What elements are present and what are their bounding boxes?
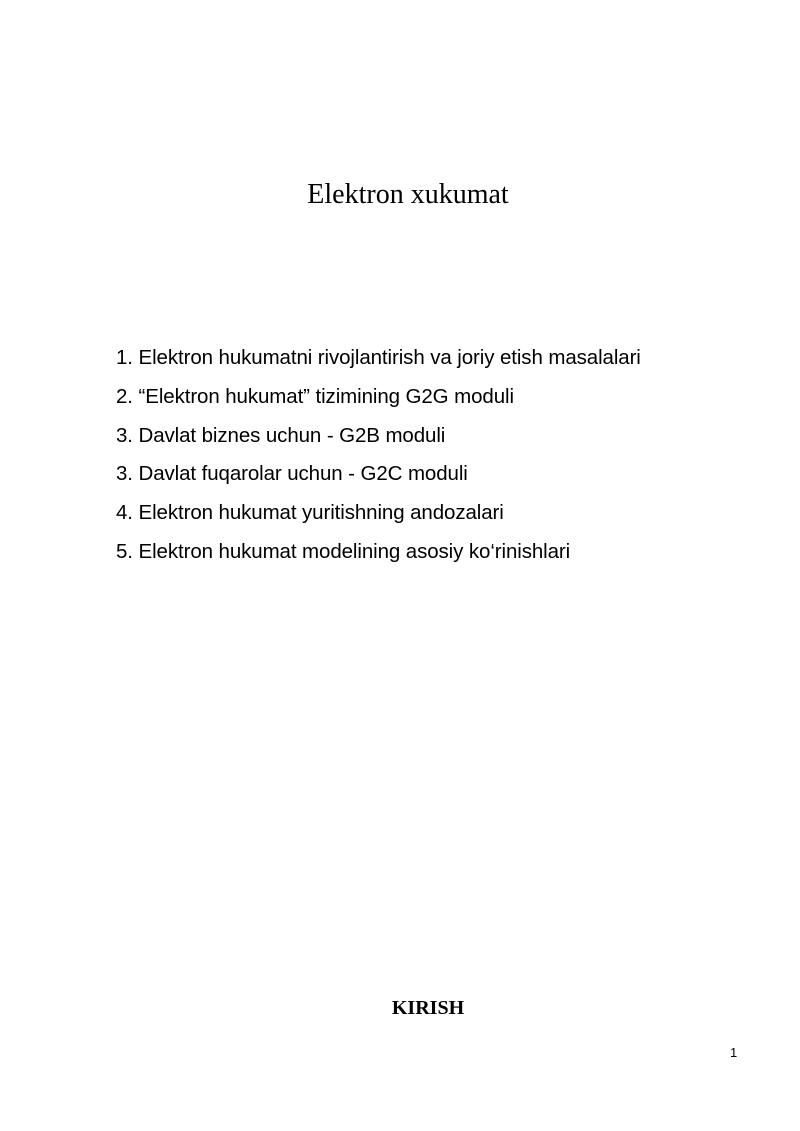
toc-item [116,494,641,533]
toc-item-text: Elektron hukumatni rivojlantirish va joriy etish masalalari [138,346,641,369]
toc-item-number: 4. [116,501,133,525]
toc-item [116,417,641,456]
section-heading: KIRISH [391,997,465,1019]
toc-item-text: Davlat biznes uchun - G2B moduli [138,423,446,447]
toc-item-text: Elektron hukumat modelining asosiy ko‘rinishlari [138,539,571,563]
toc-item [116,455,641,494]
toc-item [116,533,641,572]
toc-item-number: 5. [116,539,133,563]
toc-item-number: 2. [116,384,133,408]
toc-item-text: Elektron hukumat yuritishning andozalari [138,501,504,525]
toc-item [116,339,641,378]
page-number: 1 [730,1045,738,1060]
toc-item [116,378,641,417]
table-of-contents [116,339,641,572]
toc-item-number: 3. [116,462,133,486]
document-title: Elektron xukumat [307,179,509,210]
toc-item-text: Davlat fuqarolar uchun - G2C moduli [138,462,468,486]
toc-item-number: 1. [116,346,133,369]
toc-item-number: 3. [116,423,133,447]
toc-item-text: “Elektron hukumat” tizimining G2G moduli [138,384,514,408]
